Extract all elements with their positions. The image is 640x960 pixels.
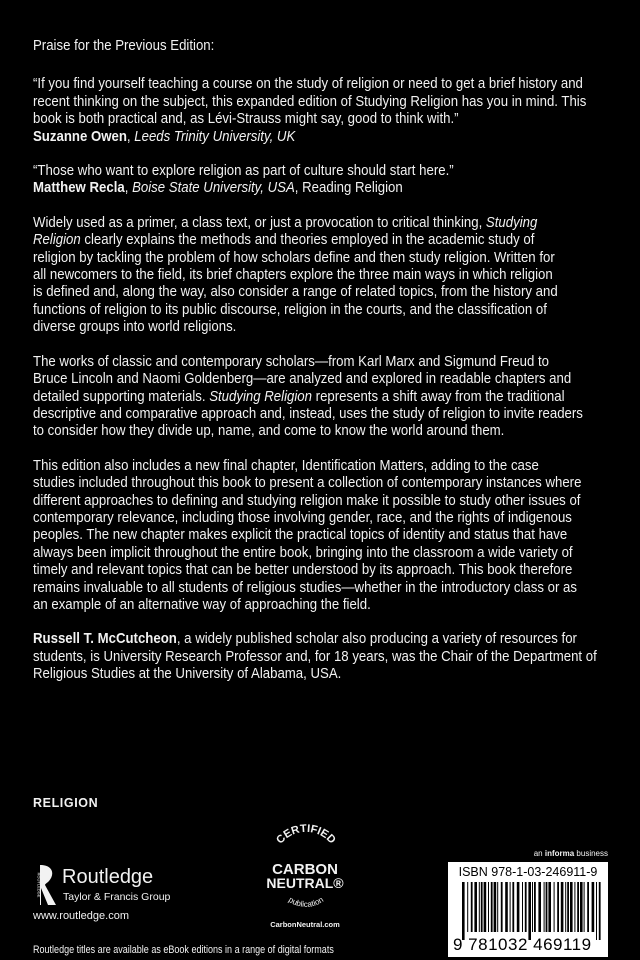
text: represents a shift away from the traditional — [312, 388, 565, 405]
text-line: Religious Studies at the University of Alabama, USA. — [33, 666, 342, 683]
author-name: Russell T. McCutcheon — [33, 631, 177, 648]
barcode-bar — [570, 882, 573, 932]
barcode-bar — [510, 882, 511, 932]
publisher-name: Routledge — [62, 866, 154, 888]
text-line: is defined and, along the way, also consider a range of related topics, from the history and — [33, 284, 558, 301]
barcode-bar — [534, 882, 536, 932]
svg-text:CERTIFIED: CERTIFIED — [274, 822, 338, 847]
svg-text:CarbonNeutral.com: CarbonNeutral.com — [270, 920, 340, 929]
isbn-label: ISBN 978-1-03-246911-9 — [458, 865, 598, 879]
text-line: always been implicit throughout the entire book, bringing into the classroom a wide variety of — [33, 544, 573, 561]
barcode-bar — [522, 882, 523, 932]
barcode-bar — [479, 882, 480, 932]
separator: , — [126, 128, 135, 145]
barcode-bar — [471, 882, 473, 932]
svg-text:publication: publication — [286, 895, 326, 909]
text-line: diverse groups into world religions. — [33, 319, 237, 336]
barcode-bar — [580, 882, 583, 932]
barcode-bar — [484, 882, 487, 932]
barcode-bar — [567, 882, 569, 932]
text: business — [574, 849, 608, 858]
barcode-bar — [599, 882, 601, 940]
barcode-bar — [474, 882, 477, 932]
text-line: remains invaluable to all students of religious studies—whether in the introductory class or as — [33, 579, 577, 596]
text-line: all newcomers to the field, its brief chapters explore the three main ways in which religion — [33, 267, 553, 284]
text-line: This edition also includes a new final chapter, Identification Matters, adding to the case — [33, 457, 539, 474]
barcode-bar — [584, 882, 585, 932]
text: Widely used as a primer, a class text, or just a provocation to critical thinking, — [33, 214, 486, 231]
barcode-bar — [548, 882, 551, 932]
svg-text:CARBON: CARBON — [272, 861, 338, 878]
text-line: The works of classic and contemporary scholars—from Karl Marx and Sigmund Freud to — [33, 353, 550, 370]
text: clearly explains the methods and theories employed in the academic study of — [80, 232, 535, 249]
description-paragraph-1 — [33, 215, 612, 337]
text-line: Bruce Lincoln and Naomi Goldenberg—are analyzed and explored in readable chapters and — [33, 371, 572, 388]
barcode-bar — [577, 882, 579, 932]
quote-affiliation: Boise State University, USA — [132, 180, 295, 197]
informa-brand: informa — [544, 849, 575, 858]
barcode-bar — [587, 882, 589, 932]
barcode-bar — [554, 882, 555, 932]
quote-owen — [33, 76, 612, 146]
text-line: functions of religion to its public discourse, religion in the courts, and the classification of — [33, 301, 547, 318]
text-line: an example of an alternative way of approaching the field. — [33, 596, 371, 613]
barcode-bar — [592, 882, 595, 932]
text-line: students, is University Research Professor and, for 18 years, was the Chair of the Department of — [33, 648, 597, 665]
quote-line: recent thinking on the subject, this expanded edition of Studying Religion has you in mind. This — [33, 93, 587, 110]
quote-affiliation: Leeds Trinity University, UK — [134, 128, 296, 145]
barcode-bar — [525, 882, 527, 932]
separator: , — [124, 180, 133, 197]
barcode-bar — [538, 882, 541, 932]
barcode-bar — [557, 882, 559, 932]
quote-line: “If you find yourself teaching a course on the study of religion or need to get a brief history and — [33, 76, 583, 93]
barcode-bar — [546, 882, 548, 932]
barcode-bar — [505, 882, 508, 932]
quote-author: Suzanne Owen — [33, 128, 127, 145]
barcode-bar — [491, 882, 493, 932]
svg-text:ROUTLEDGE: ROUTLEDGE — [36, 872, 42, 898]
book-title: Religion — [33, 232, 81, 249]
text-line: to consider how they divide up, name, and come to know the world around them. — [33, 423, 505, 440]
barcode-bar — [596, 882, 597, 940]
description-paragraph-3 — [33, 458, 612, 615]
barcode-bar — [494, 882, 497, 932]
quote-line: “Those who want to explore religion as part of culture should start here.” — [33, 163, 454, 180]
barcode-bar — [532, 882, 533, 932]
text-line: descriptive and comparative approach and, instead, uses the study of religion to invite readers — [33, 405, 583, 422]
text: detailed supporting materials. — [33, 388, 210, 405]
quote-line: book is both practical and, as Lévi-Strauss might say, good to think with.” — [33, 111, 459, 128]
text-line: peoples. The new chapter makes explicit the practical topics of identity and status that have — [33, 527, 568, 544]
book-title: Studying Religion — [209, 388, 313, 405]
barcode-bar — [528, 882, 531, 940]
barcode-bar — [488, 882, 489, 932]
back-cover-text — [33, 38, 612, 701]
text-line: timely and relevant topics that can be better understood by its approach. This book therefore — [33, 562, 573, 579]
isbn-barcode — [448, 862, 608, 957]
barcode-bar — [574, 882, 575, 932]
publisher-group: Taylor & Francis Group — [63, 891, 171, 903]
quote-recla — [33, 163, 612, 198]
barcode-bar — [467, 882, 468, 932]
barcode-bar — [565, 882, 566, 932]
barcode-bar — [544, 882, 545, 932]
carbon-neutral-logo-icon — [255, 822, 355, 932]
publisher-url: www.routledge.com — [33, 910, 129, 922]
informa-tagline — [534, 849, 608, 858]
praise-heading: Praise for the Previous Edition: — [33, 38, 215, 54]
barcode-bar — [561, 882, 564, 932]
barcode-bar — [462, 882, 465, 940]
routledge-logo-icon — [33, 864, 57, 906]
description-paragraph-2 — [33, 354, 612, 441]
quote-source: , Reading Religion — [294, 180, 403, 197]
barcode-bar — [517, 882, 520, 932]
text-line: religion by tackling the problem of how scholars define and then study religion. Written for — [33, 249, 555, 266]
barcode-bar — [481, 882, 483, 932]
text-line: contemporary relevance, including those involving gender, race, and the rights of indigenous — [33, 509, 572, 526]
quote-author: Matthew Recla — [33, 180, 125, 197]
barcode-bar — [497, 882, 498, 932]
author-bio — [33, 631, 612, 683]
text-line: different approaches to defining and studying religion make it possible to study other issues of — [33, 492, 581, 509]
subject-category: RELIGION — [33, 796, 99, 810]
svg-text:NEUTRAL®: NEUTRAL® — [266, 875, 344, 891]
isbn-digits: 9 781032 469119 — [453, 935, 592, 954]
book-title: Studying — [485, 214, 538, 231]
barcode-bars — [454, 882, 602, 940]
text: an — [533, 849, 545, 858]
text: , a widely published scholar also producing a variety of resources for — [176, 631, 577, 648]
barcode-bar — [512, 882, 514, 932]
text-line: studies included throughout this book to present a collection of contemporary instances where — [33, 475, 582, 492]
ebook-note: Routledge titles are available as eBook editions in a range of digital formats — [33, 944, 334, 956]
barcode-bar — [501, 882, 503, 932]
